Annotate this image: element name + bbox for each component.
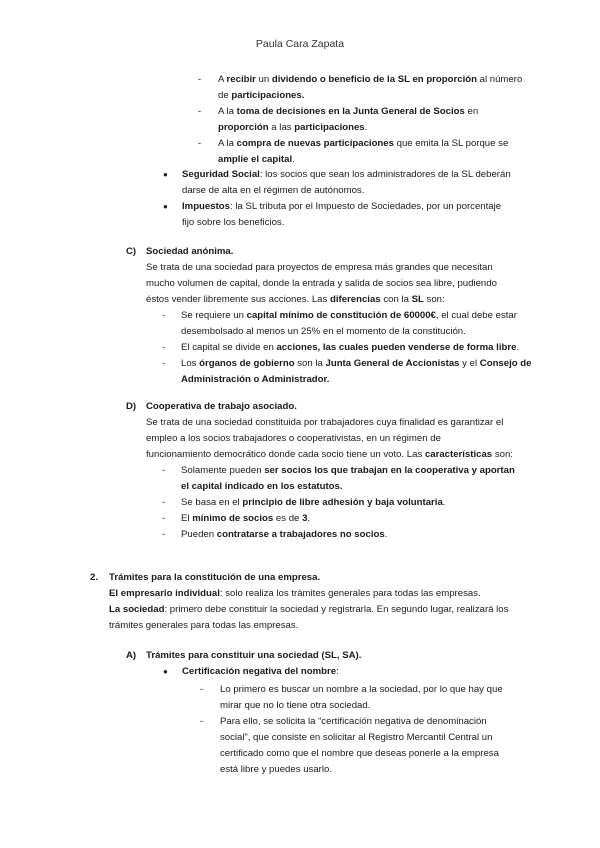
list-item: ● Impuestos: la SL tributa por el Impuesto de Sociedades, por un porcentaje fijo sobre los beneficios. <box>163 201 502 228</box>
list-item: - Para ello, se solicita la “certificación negativa de denominación social”, que consiste en solicitar al Registro Mercantil Central un certificado como que el nombre que deseas ponerle a la empresa está libre y puedes usarlo. <box>200 716 499 775</box>
subsection-tramites-sociedad <box>126 648 546 778</box>
list-item: - El mínimo de socios es de 3. <box>162 511 556 527</box>
dash-marker: - <box>162 342 166 353</box>
bullet-marker: ● <box>163 202 168 211</box>
list-item: - Lo primero es buscar un nombre a la sociedad, por lo que hay que mirar que no lo tiene otra sociedad. <box>200 684 503 711</box>
paragraph: Se trata de una sociedad para proyectos de empresa más grandes que necesitan mucho volumen de capital, donde la entrada y salida de socios sea libre, pudiendo éstos vender libremente sus acciones. Las diferencias con la SL son: <box>146 262 497 305</box>
bullet-marker: ● <box>163 667 168 676</box>
coop-characteristics-list <box>162 463 556 543</box>
dash-marker: - <box>198 106 202 117</box>
dash-marker: - <box>200 684 204 695</box>
dash-marker: - <box>162 513 166 524</box>
section-title: Cooperativa de trabajo asociado. <box>146 401 297 412</box>
dash-marker: - <box>162 358 166 369</box>
dash-marker: - <box>162 529 166 540</box>
list-item: ● Seguridad Social: los socios que sean los administradores de la SL deberán darse de alta en el régimen de autónomos. <box>163 169 511 196</box>
list-item: - A recibir un dividendo o beneficio de la SL en proporción al número de participaciones. <box>198 74 523 101</box>
section-cooperativa <box>126 399 556 543</box>
section-title: Trámites para constituir una sociedad (SL, SA). <box>146 650 362 661</box>
section-heading: A) Trámites para constituir una sociedad (SL, SA). <box>126 650 362 661</box>
dash-marker: - <box>162 497 166 508</box>
dash-marker: - <box>162 465 166 476</box>
certification-steps-list <box>200 682 546 778</box>
section-heading: 2. Trámites para la constitución de una empresa. <box>90 572 321 583</box>
list-item: - Los órganos de gobierno son la Junta General de Accionistas y el Consejo de Administración o Administrador. <box>162 358 532 385</box>
list-item: - A la toma de decisiones en la Junta General de Socios en proporción a las participaciones. <box>198 106 479 133</box>
dash-marker: - <box>198 138 202 149</box>
section-heading: C) Sociedad anónima. <box>126 246 234 257</box>
sl-rights-list <box>198 72 538 168</box>
page-header-author: Paula Cara Zapata <box>255 38 345 50</box>
list-item: - Pueden contratarse a trabajadores no socios. <box>162 527 556 543</box>
paragraph: El empresario individual: solo realiza los trámites generales para todas las empresas. La sociedad: primero debe constituir la sociedad y registrarla. En segundo lugar, realizará los trámites generales para todas las empresas. <box>109 588 509 631</box>
sl-bullets <box>163 167 543 231</box>
section-tramites <box>90 570 570 634</box>
list-item: - El capital se divide en acciones, las cuales pueden venderse de forma libre. <box>162 340 546 356</box>
section-title: Sociedad anónima. <box>146 246 234 257</box>
section-title: Trámites para la constitución de una empresa. <box>109 572 321 583</box>
dash-marker: - <box>162 310 166 321</box>
list-item: - Se basa en el principio de libre adhesión y baja voluntaria. <box>162 495 556 511</box>
sa-differences-list <box>162 308 546 388</box>
bullet-marker: ● <box>163 170 168 179</box>
list-item: - Solamente pueden ser socios los que trabajan en la cooperativa y aportan el capital indicado en los estatutos. <box>162 465 515 492</box>
dash-marker: - <box>198 74 202 85</box>
section-heading: D) Cooperativa de trabajo asociado. <box>126 401 297 412</box>
list-item: ● Certificación negativa del nombre: <box>163 664 546 680</box>
list-item: - Se requiere un capital mínimo de constitución de 60000€, el cual debe estar desembolsado al menos un 25% en el momento de la constitución. <box>162 310 517 337</box>
dash-marker: - <box>200 716 204 727</box>
list-item: - A la compra de nuevas participaciones que emita la SL porque se amplíe el capital. <box>198 138 509 165</box>
section-sociedad-anonima <box>126 244 546 388</box>
paragraph: Se trata de una sociedad constituida por trabajadores cuya finalidad es garantizar el empleo a los socios trabajadores o cooperativistas, en un régimen de funcionamiento democrático donde cada socio tiene un voto. Las características son: <box>146 417 513 460</box>
